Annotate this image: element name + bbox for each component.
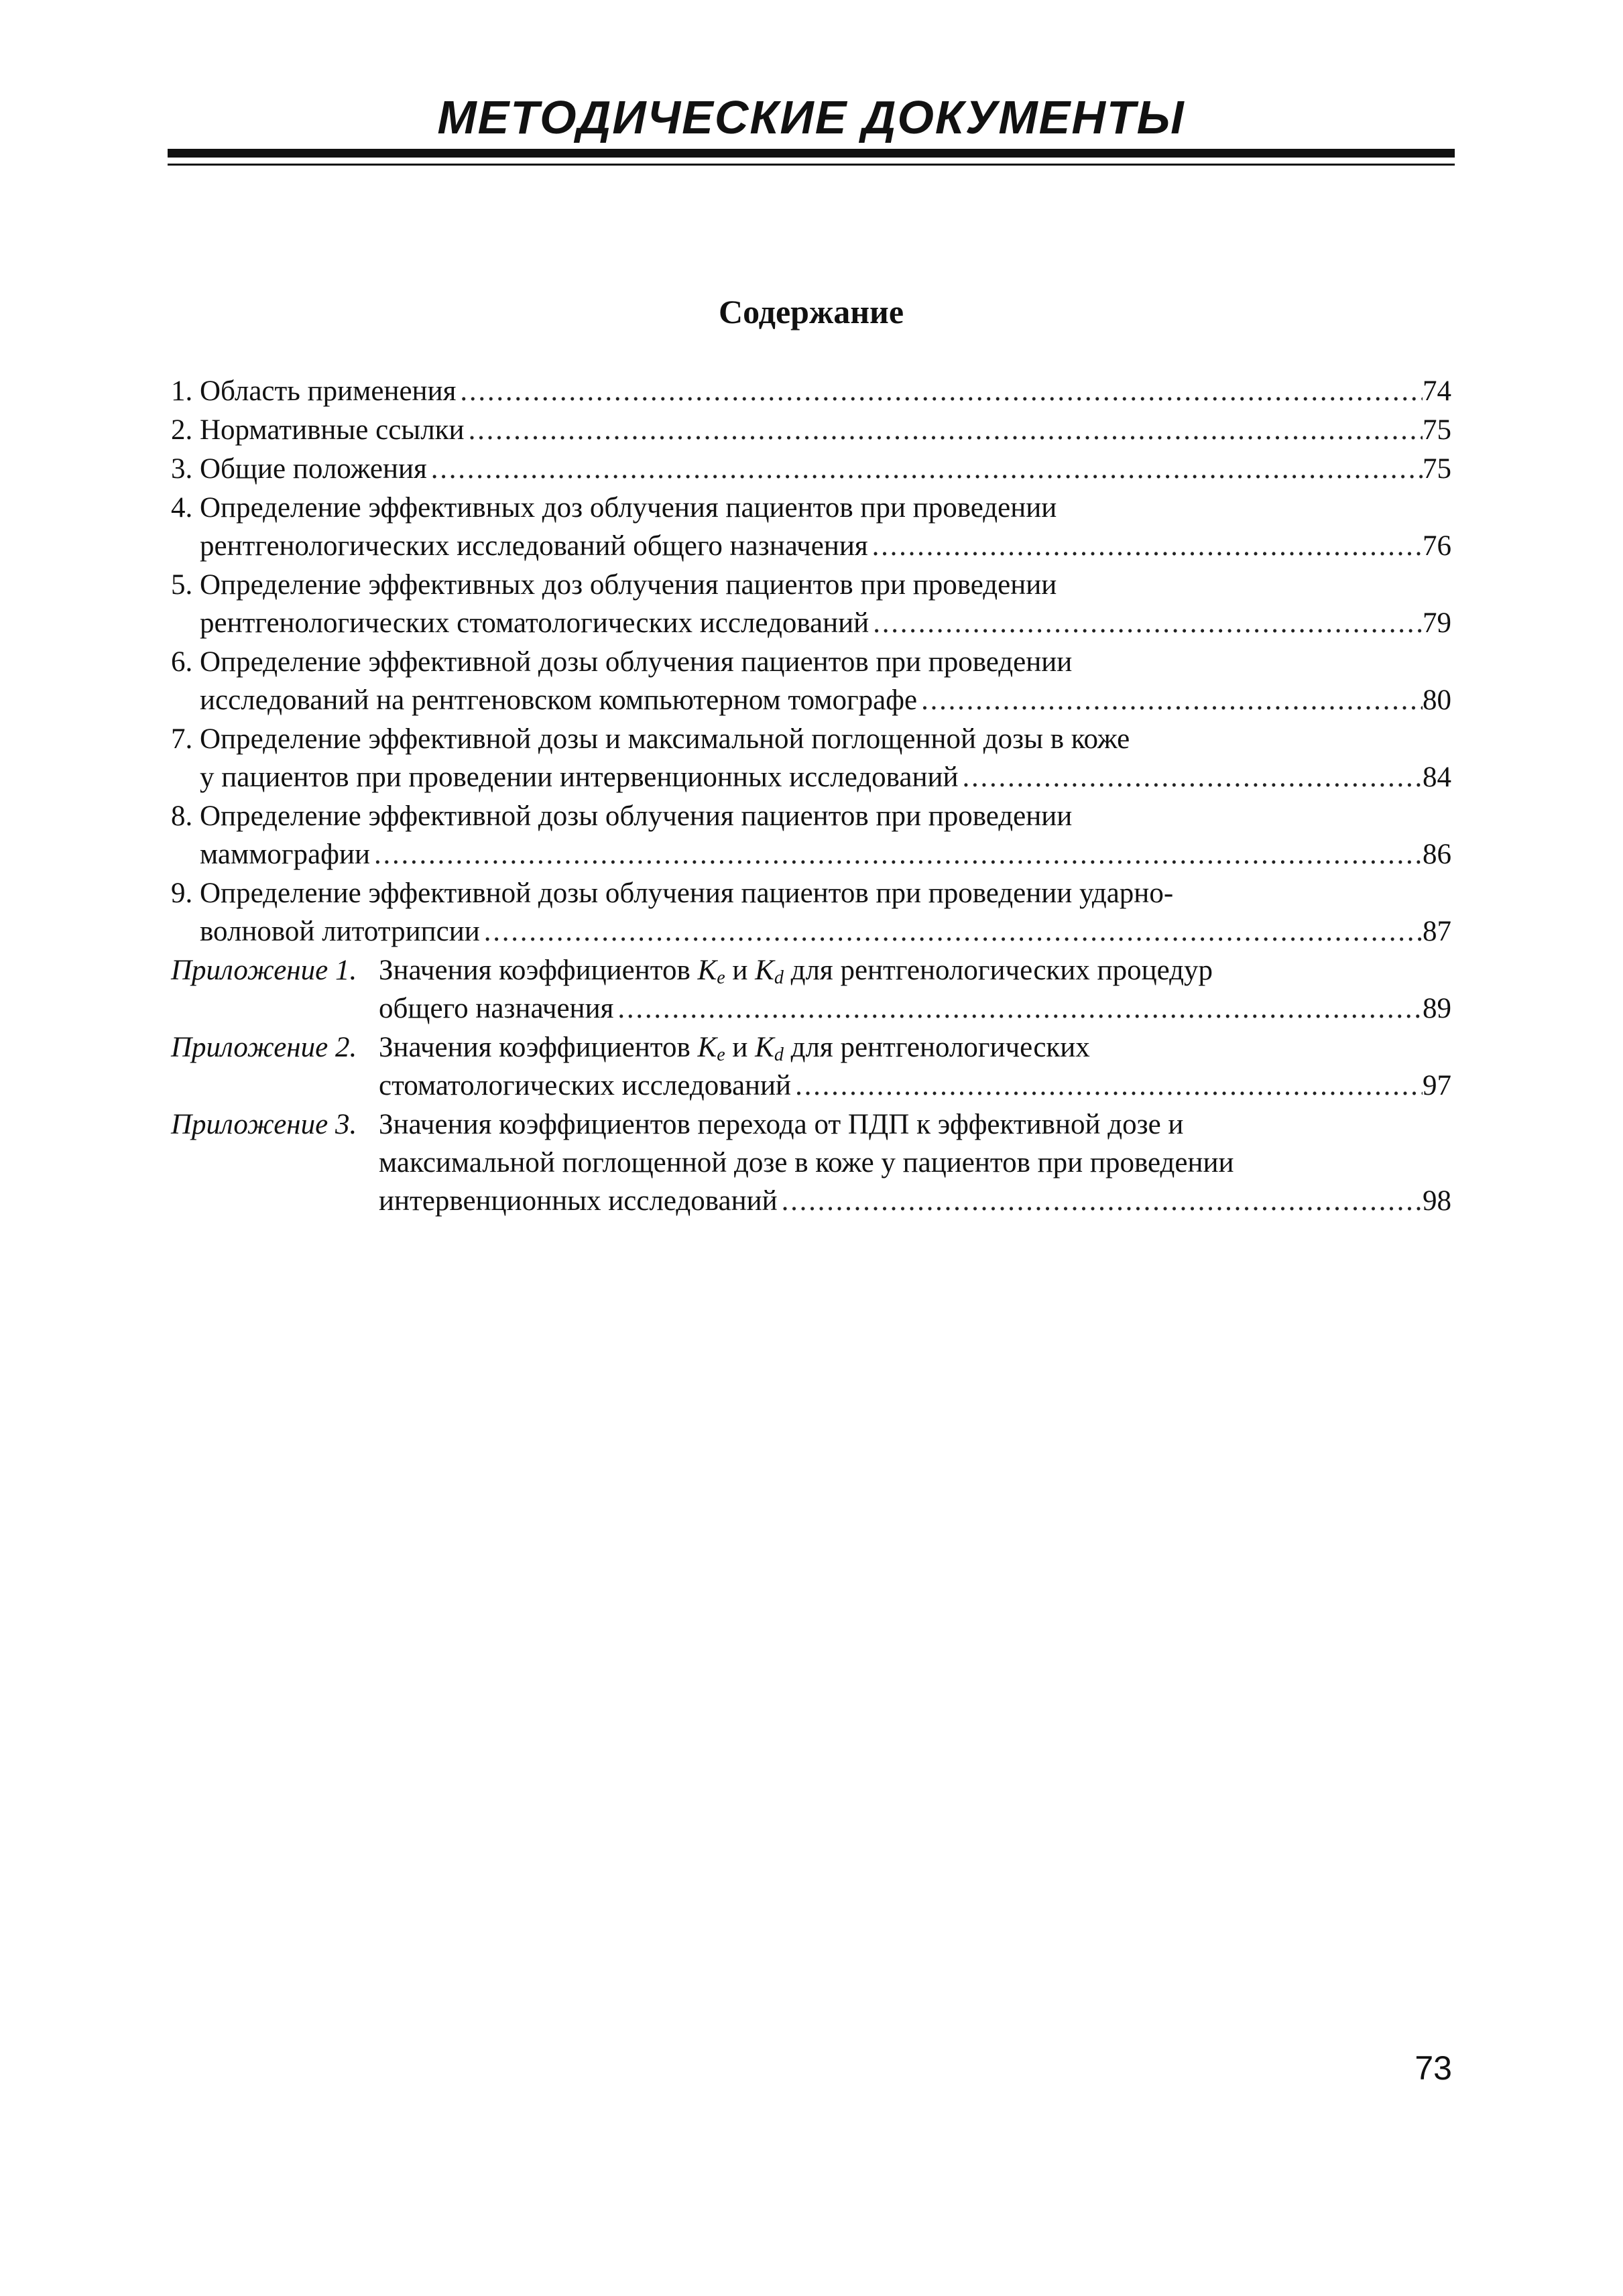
toc-entry-title-line: маммографии xyxy=(200,839,371,870)
title-text: Значения коэффициентов xyxy=(379,955,698,986)
toc-entry-title: Область применения xyxy=(200,375,457,407)
toc-entry-title-line: Определение эффективных доз облучения пациентов при проведении xyxy=(200,569,1057,601)
toc-entry-title-line: Определение эффективной дозы облучения пациентов при проведении xyxy=(200,800,1073,832)
dot-leader xyxy=(465,411,1423,449)
coefficient-symbol xyxy=(755,1032,784,1063)
coefficient-symbol xyxy=(698,955,725,986)
toc-appendix-2[interactable] xyxy=(171,1028,1451,1105)
symbol-letter: K xyxy=(697,1032,717,1063)
toc-entry-6[interactable] xyxy=(171,643,1451,719)
dot-leader xyxy=(456,372,1423,410)
toc-entry-number: 4. xyxy=(171,492,200,524)
toc-page-number: 76 xyxy=(1423,530,1451,562)
symbol-letter: K xyxy=(755,955,774,986)
toc-entry-title: Нормативные ссылки xyxy=(200,414,465,446)
dot-leader xyxy=(613,989,1423,1028)
toc-entry-number: 6. xyxy=(171,646,200,678)
toc-entry-title-line xyxy=(379,1028,1451,1067)
toc-entry-5[interactable] xyxy=(171,566,1451,642)
toc-entry-title-line: волновой литотрипсии xyxy=(200,916,480,947)
toc-entry-title-line: Определение эффективных доз облучения пациентов при проведении xyxy=(200,492,1057,524)
title-text: для рентгенологических xyxy=(783,1032,1090,1063)
dot-leader xyxy=(868,527,1423,565)
dot-leader xyxy=(370,835,1423,873)
toc-entry-9[interactable] xyxy=(171,874,1451,951)
dot-leader xyxy=(791,1067,1423,1105)
toc-appendix-3[interactable] xyxy=(171,1105,1451,1220)
toc-entry-title-line: рентгенологических исследований общего назначения xyxy=(200,530,868,562)
toc-entry-title-line: рентгенологических стоматологических исследований xyxy=(200,607,869,639)
toc-page-number: 89 xyxy=(1423,993,1451,1024)
toc-page-number: 97 xyxy=(1423,1070,1451,1101)
toc-entry-title-line: Определение эффективной дозы и максимальной поглощенной дозы в коже xyxy=(200,723,1130,755)
toc-entry-number: 7. xyxy=(171,723,200,755)
toc-entry-number: 9. xyxy=(171,878,200,909)
appendix-label: Приложение 1. xyxy=(171,955,357,986)
toc-entry-title-line xyxy=(379,951,1451,989)
dot-leader xyxy=(480,912,1423,951)
toc-entry-number: 8. xyxy=(171,800,200,832)
symbol-subscript: d xyxy=(774,1044,784,1065)
symbol-subscript: d xyxy=(774,967,784,988)
toc-entry-title-line: общего назначения xyxy=(379,993,614,1024)
toc-entry-title-line: у пациентов при проведении интервенционных исследований xyxy=(200,762,959,793)
toc-entry-title-line: Значения коэффициентов перехода от ПДП к эффективной дозе и xyxy=(379,1109,1184,1140)
toc-entry-title-line: Определение эффективной дозы облучения пациентов при проведении ударно- xyxy=(200,878,1174,909)
toc-page-number: 74 xyxy=(1423,375,1451,407)
toc-entry-1[interactable] xyxy=(171,372,1451,410)
toc-page-number: 87 xyxy=(1423,916,1451,947)
toc-entry-title-line: Определение эффективной дозы облучения пациентов при проведении xyxy=(200,646,1073,678)
toc-entry-3[interactable] xyxy=(171,450,1451,488)
coefficient-symbol xyxy=(755,955,784,986)
header-rule-thick xyxy=(168,149,1455,158)
toc-entry-number: 5. xyxy=(171,569,200,601)
dot-leader xyxy=(427,450,1423,488)
running-header-title: МЕТОДИЧЕСКИЕ ДОКУМЕНТЫ xyxy=(437,91,1185,143)
toc-entry-2[interactable] xyxy=(171,411,1451,449)
toc-entry-title-line: максимальной поглощенной дозе в коже у пациентов при проведении xyxy=(379,1147,1234,1179)
dot-leader xyxy=(778,1182,1423,1220)
dot-leader xyxy=(917,681,1423,719)
symbol-subscript: e xyxy=(717,1044,725,1065)
toc-entry-title-line: интервенционных исследований xyxy=(379,1185,778,1217)
coefficient-symbol xyxy=(698,1032,725,1063)
title-text: Значения коэффициентов xyxy=(379,1032,698,1063)
title-text: и xyxy=(725,1032,756,1063)
toc-entry-title-line: стоматологических исследований xyxy=(379,1070,792,1101)
toc-entry-title: Общие положения xyxy=(200,453,427,485)
toc-heading: Содержание xyxy=(718,293,904,330)
title-text: и xyxy=(725,955,756,986)
dot-leader xyxy=(958,758,1423,796)
page-number: 73 xyxy=(1415,2049,1452,2087)
toc-entry-4[interactable] xyxy=(171,489,1451,565)
appendix-label: Приложение 2. xyxy=(171,1032,357,1063)
symbol-letter: K xyxy=(755,1032,774,1063)
toc-page-number: 80 xyxy=(1423,684,1451,716)
title-text: для рентгенологических процедур xyxy=(783,955,1213,986)
toc-entry-8[interactable] xyxy=(171,797,1451,873)
toc-page-number: 98 xyxy=(1423,1185,1451,1217)
toc-page-number: 84 xyxy=(1423,762,1451,793)
toc-entry-number: 1. xyxy=(171,375,200,407)
symbol-subscript: e xyxy=(717,967,725,988)
toc-page-number: 75 xyxy=(1423,453,1451,485)
appendix-label: Приложение 3. xyxy=(171,1109,357,1140)
toc-entry-number: 3. xyxy=(171,453,200,485)
header-rule-thin xyxy=(168,164,1455,166)
toc-page-number: 86 xyxy=(1423,839,1451,870)
symbol-letter: K xyxy=(697,955,717,986)
table-of-contents xyxy=(171,372,1451,1221)
dot-leader xyxy=(869,604,1423,642)
toc-page-number: 79 xyxy=(1423,607,1451,639)
toc-entry-7[interactable] xyxy=(171,720,1451,796)
toc-entry-title-line: исследований на рентгеновском компьютерном томографе xyxy=(200,684,918,716)
toc-page-number: 75 xyxy=(1423,414,1451,446)
toc-appendix-1[interactable] xyxy=(171,951,1451,1028)
toc-entry-number: 2. xyxy=(171,414,200,446)
